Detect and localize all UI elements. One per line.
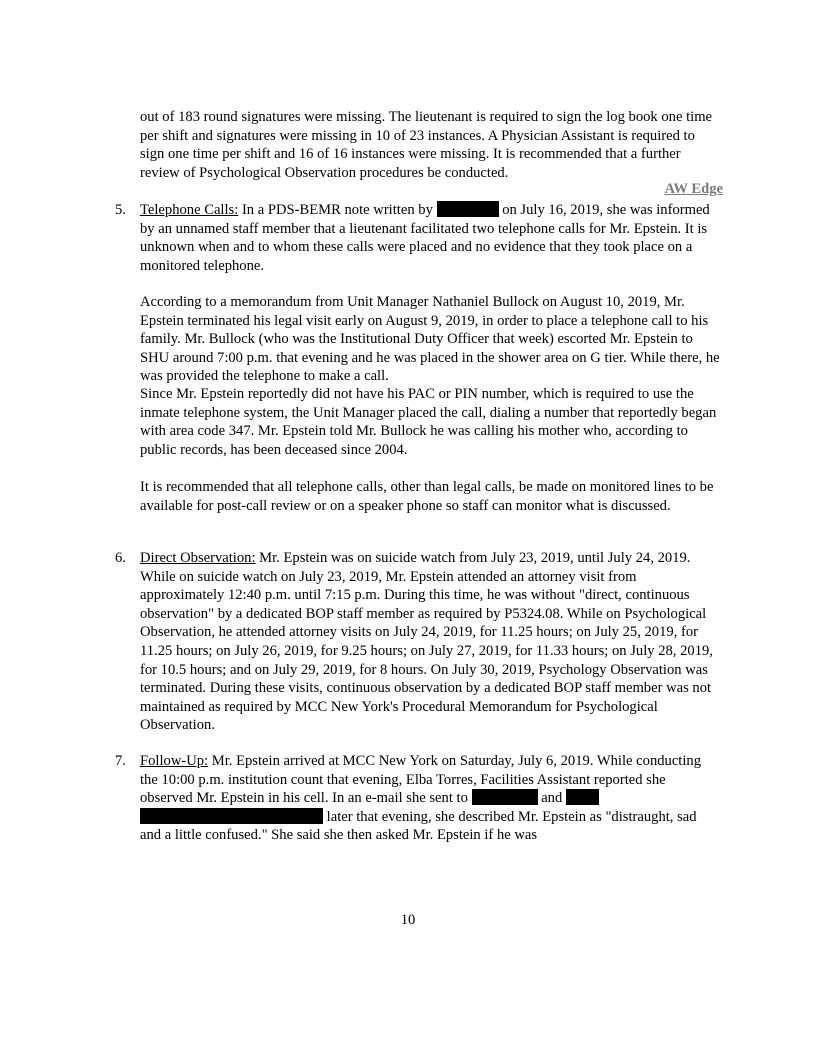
page-number: 10 [400,912,416,928]
item-5-number: 5. [115,202,126,218]
item-5-paragraph-3: Since Mr. Epstein reportedly did not have his PAC or PIN number, which is required to use the inmate telephone system, the Unit Manager placed the call, dialing a number that reportedly began with area code 347. Mr. Epstein told Mr. Bullock he was calling his mother who, according to public records, has been deceased since 2004. [140,386,717,458]
item-5-heading: Telephone Calls: [140,202,239,218]
item-5-paragraph-2: According to a memorandum from Unit Manager Nathaniel Bullock on August 10, 2019, Mr. Epstein terminated his legal visit early on August 9, 2019, in order to place a telephone call to his family. Mr. Bullock (who was the Institutional Duty Officer that week) escorted Mr. Epstein to SHU around 7:00 p.m. that evening and he was placed in the shower area on G tier. While there, he was provided the telephone to make a call. [140,294,720,385]
redaction-block [472,789,538,805]
redaction-block [140,808,323,824]
redaction-block [437,201,499,217]
item-7-paragraph [140,752,720,845]
item-7-heading: Follow-Up: [140,753,209,769]
item-7-text-b: later that evening, she described Mr. Epstein as "distraught, sad and a little confused." She said she then asked Mr. Epstein if he was [140,808,697,844]
item-5-text-b: on July 16, 2019, she was informed by an unnamed staff member that a lieutenant facilitated two telephone calls for Mr. Epstein. It is unknown when and to whom these calls were placed and no evidence that they took place on a monitored telephone. [140,202,710,274]
item-6-number: 6. [115,550,126,566]
item-6-heading: Direct Observation: [140,550,256,566]
item-5-paragraph [140,201,720,275]
item-7-text-and: and [541,790,563,807]
redaction-block [566,789,599,805]
item-7-number: 7. [115,753,126,769]
item-5-paragraph-4: It is recommended that all telephone calls, other than legal calls, be made on monitored lines to be available for post-call review or on a speaker phone so staff can monitor what is discussed. [140,479,714,514]
signature-initials: AW Edge [664,181,723,197]
intro-paragraph: out of 183 round signatures were missing. The lieutenant is required to sign the log book one time per shift and signatures were missing in 10 of 23 instances. A Physician Assistant is required to sign one time per shift and 16 of 16 instances were missing. It is recommended that a further review of Psychological Observation procedures be conducted. [140,109,713,181]
item-6-paragraph [140,549,720,735]
item-7-text-a: Mr. Epstein arrived at MCC New York on Saturday, July 6, 2019. While conducting the 10:00 p.m. institution count that evening, Elba Torres, Facilities Assistant reported she observed Mr. Epstein in his cell. In an e-mail she sent to [140,753,702,807]
item-6-text: Mr. Epstein was on suicide watch from July 23, 2019, until July 24, 2019. While on suicide watch on July 23, 2019, Mr. Epstein attended an attorney visit from approximately 12:40 p.m. until 7:15 p.m. During this time, he was without "direct, continuous observation" by a dedicated BOP staff member as required by P5324.08. While on Psychological Observation, he attended attorney visits on July 24, 2019, for 11.25 hours; on July 25, 2019, for 11.25 hours; on July 26, 2019, for 9.25 hours; on July 27, 2019, for 11.33 hours; on July 28, 2019, for 10.5 hours; and on July 29, 2019, for 8 hours. On July 30, 2019, Psychology Observation was terminated. During these visits, continuous observation by a dedicated BOP staff member was not maintained as required by MCC New York's Procedural Memorandum for Psychological Observation. [140,550,713,734]
item-5-text-a: In a PDS-BEMR note written by [241,202,433,218]
